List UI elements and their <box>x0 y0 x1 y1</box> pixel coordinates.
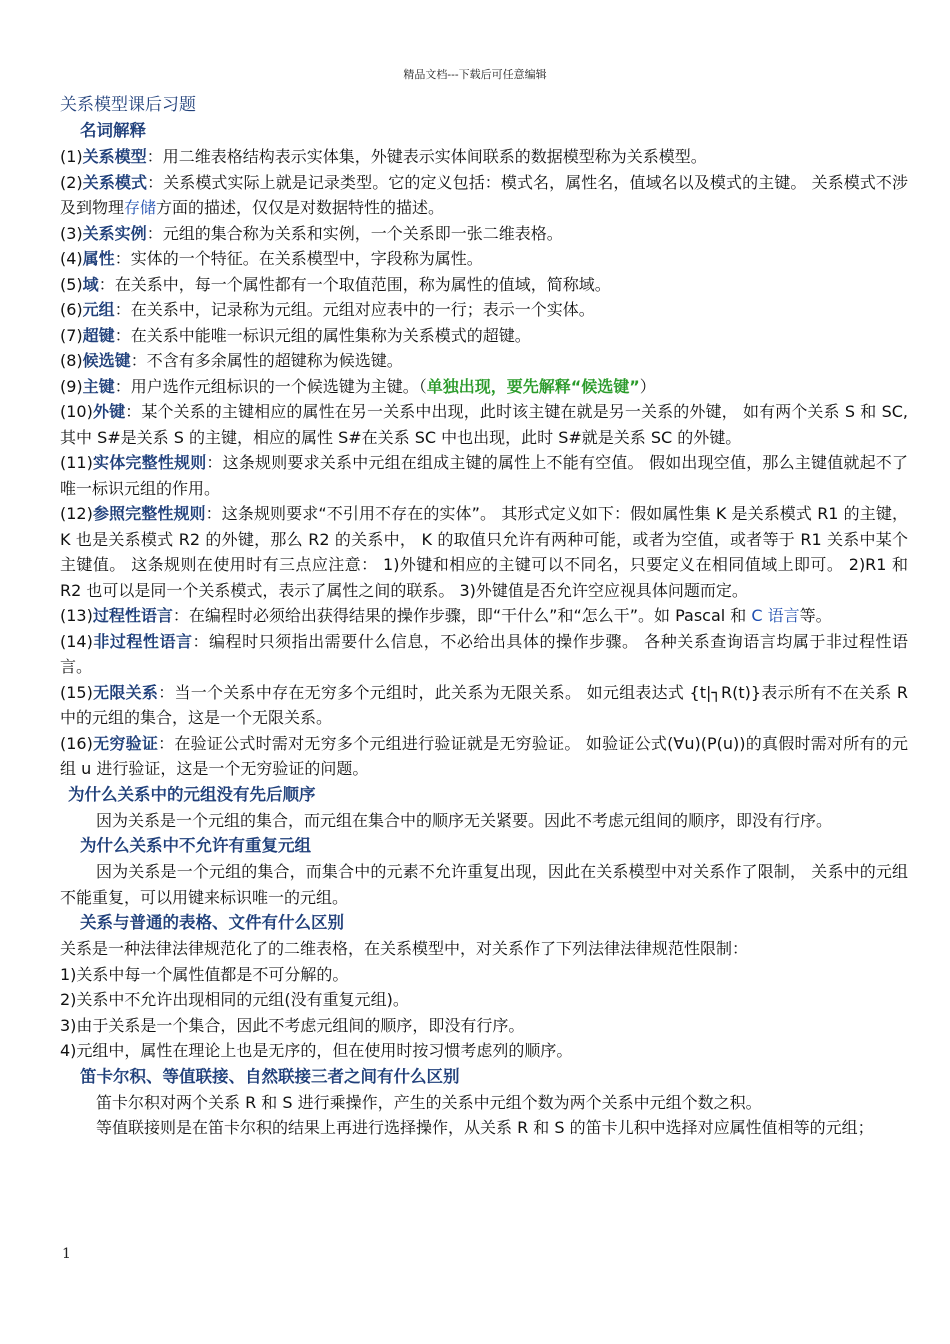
term-item <box>60 399 908 450</box>
term-name: 元组 <box>82 300 115 319</box>
item-number: (11) <box>60 453 93 472</box>
duplicate-heading: 为什么关系中不允许有重复元组 <box>80 836 311 855</box>
document-title: 关系模型课后习题 <box>60 95 196 115</box>
c-language-link[interactable]: C 语言 <box>751 606 800 625</box>
term-definition: ：实体的一个特征。在关系模型中，字段称为属性。 <box>114 249 483 268</box>
terms-heading: 名词解释 <box>80 121 146 140</box>
term-item <box>60 144 908 170</box>
order-paragraph: 因为关系是一个元组的集合，而元组在集合中的顺序无关紧要。因此不考虑元组间的顺序，即没有行序。 <box>96 810 833 830</box>
term-definition: ：在关系中，每一个属性都有一个取值范围，称为属性的值域，简称域。 <box>98 274 611 294</box>
item-number: (2) <box>60 172 83 192</box>
term-name: 属性 <box>82 249 115 268</box>
list-item: 2)关系中不允许出现相同的元组(没有重复元组)。 <box>60 990 409 1009</box>
term-item <box>60 603 908 629</box>
item-number: (16) <box>60 733 93 753</box>
term-name: 关系实例 <box>82 223 147 243</box>
term-item <box>60 348 908 374</box>
item-number: (14) <box>60 631 93 651</box>
term-name: 候选键 <box>82 351 131 370</box>
term-name: 主键 <box>82 376 115 396</box>
term-definition: ：在关系中能唯一标识元组的属性集称为关系模式的超键。 <box>114 325 531 345</box>
item-number: (1) <box>60 147 83 166</box>
term-definition: ：在验证公式时需对无穷多个元组进行验证就是无穷验证。 如验证公式(∀u)(P(u))的真假时需对所有的元组 u 进行验证，这是一个无穷验证的问题。 <box>60 733 908 778</box>
term-item <box>60 629 908 680</box>
term-list <box>60 144 908 782</box>
term-definition: ：这条规则要求关系中元组在组成主键的属性上不能有空值。 假如出现空值，那么主键值就起不了唯一标识元组的作用。 <box>60 453 908 498</box>
term-item <box>60 246 908 272</box>
term-definition-cont: ） <box>639 376 656 396</box>
term-definition: ：某个关系的主键相应的属性在另一关系中出现，此时该主键在就是另一关系的外键， 如有两个关系 S 和 SC,其中 S#是关系 S 的主键，相应的属性 S#在关系 SC 中也出现，此时 S#就是关系 SC 的外键。 <box>60 402 908 447</box>
page-number: 1 <box>62 1246 71 1262</box>
item-number: (15) <box>60 682 93 702</box>
duplicate-paragraph: 因为关系是一个元组的集合，而集合中的元素不允许重复出现，因此在关系模型中对关系作了限制， 关系中的元组不能重复，可以用键来标识唯一的元组。 <box>60 862 908 907</box>
term-item <box>60 272 908 298</box>
term-item <box>60 501 908 603</box>
list-item: 1)关系中每一个属性值都是不可分解的。 <box>60 964 349 984</box>
term-item <box>60 680 908 731</box>
term-name: 非过程性语言 <box>92 631 193 651</box>
term-definition: ：在关系中，记录称为元组。元组对应表中的一行；表示一个实体。 <box>114 300 595 319</box>
list-item: 4)元组中，属性在理论上也是无序的，但在使用时按习惯考虑列的顺序。 <box>60 1041 573 1060</box>
item-number: (8) <box>60 351 83 370</box>
item-number: (13) <box>60 606 93 625</box>
term-name: 超键 <box>82 325 115 345</box>
term-definition: ：用二维表格结构表示实体集，外键表示实体间联系的数据模型称为关系模型。 <box>146 147 707 166</box>
item-number: (5) <box>60 274 83 294</box>
term-name: 外键 <box>92 402 126 421</box>
term-name: 参照完整性规则 <box>92 504 206 523</box>
term-name: 关系模型 <box>82 147 147 166</box>
term-item <box>60 374 908 400</box>
term-definition: ：这条规则要求“不引用不存在的实体”。 其形式定义如下：假如属性集 K 是关系模式 R1 的主键，K 也是关系模式 R2 的外键，那么 R2 的关系中， K 的取值只允许有两种可能，或者为空值，或者等于 R1 关系中某个主键值。 这条规则在使用时有三点应注意： 1)外键和相应的主键可以不同名，只要定义在相同值域上即可。 2)R1 和 R2 也可以是同一个关系模式，表示了属性之间的联系。 3)外键值是否允许空应视具体问题而定。 <box>60 504 908 600</box>
term-definition-cont: 方面的描述，仅仅是对数据特性的描述。 <box>156 198 445 217</box>
item-number: (7) <box>60 325 83 345</box>
item-number: (12) <box>60 504 93 523</box>
item-number: (4) <box>60 249 83 268</box>
term-item <box>60 323 908 349</box>
term-item <box>60 297 908 323</box>
term-definition: ：编程时只须指出需要什么信息，不必给出具体的操作步骤。 各种关系查询语言均属于非过程性语言。 <box>60 631 908 676</box>
term-definition: ：当一个关系中存在无穷多个元组时，此关系为无限关系。 如元组表达式 {t|┐R(t)}表示所有不在关系 R 中的元组的集合，这是一个无限关系。 <box>60 682 908 727</box>
page-header: 精品文档---下载后可任意编辑 <box>403 68 547 81</box>
note-highlight: 单独出现，要先解释“候选键” <box>426 376 640 396</box>
term-name: 实体完整性规则 <box>92 453 207 472</box>
join-paragraph-2: 等值联接则是在笛卡尔积的结果上再进行选择操作，从关系 R 和 S 的笛卡儿积中选择对应属性值相等的元组； <box>96 1118 874 1137</box>
item-number: (3) <box>60 223 83 243</box>
term-name: 过程性语言 <box>92 606 173 625</box>
item-number: (6) <box>60 300 83 319</box>
difference-heading: 关系与普通的表格、文件有什么区别 <box>80 913 344 932</box>
term-name: 无穷验证 <box>92 733 159 753</box>
term-definition: ：用户选作元组标识的一个候选键为主键。（ <box>114 376 427 396</box>
join-paragraph-1: 笛卡尔积对两个关系 R 和 S 进行乘操作，产生的关系中元组个数为两个关系中元组个数之积。 <box>96 1092 762 1112</box>
term-definition: ：不含有多余属性的超键称为候选键。 <box>130 351 403 370</box>
storage-link[interactable]: 存储 <box>124 198 157 217</box>
term-item <box>60 450 908 501</box>
item-number: (9) <box>60 376 83 396</box>
term-definition: ：在编程时必须给出获得结果的操作步骤，即“干什么”和“怎么干”。如 Pascal 和 <box>172 606 752 625</box>
list-item: 3)由于关系是一个集合，因此不考虑元组间的顺序，即没有行序。 <box>60 1015 525 1035</box>
term-name: 关系模式 <box>82 172 148 192</box>
term-item <box>60 731 908 782</box>
term-name: 无限关系 <box>92 682 159 702</box>
item-number: (10) <box>60 402 93 421</box>
term-item <box>60 221 908 247</box>
document-body <box>60 92 908 1141</box>
term-definition: ：元组的集合称为关系和实例，一个关系即一张二维表格。 <box>146 223 563 243</box>
term-item <box>60 170 908 221</box>
term-definition: ：关系模式实际上就是记录类型。它的定义包括：模式名，属性名，值域名以及模式的主键。 关系模式不涉及到物理 <box>60 172 908 217</box>
order-heading: 为什么关系中的元组没有先后顺序 <box>68 784 316 804</box>
term-name: 域 <box>82 274 99 294</box>
join-heading: 笛卡尔积、等值联接、自然联接三者之间有什么区别 <box>80 1066 460 1086</box>
term-definition-cont: 等。 <box>799 606 832 625</box>
difference-intro: 关系是一种法律法律规范化了的二维表格，在关系模型中，对关系作了下列法律法律规范性限制： <box>60 939 749 958</box>
